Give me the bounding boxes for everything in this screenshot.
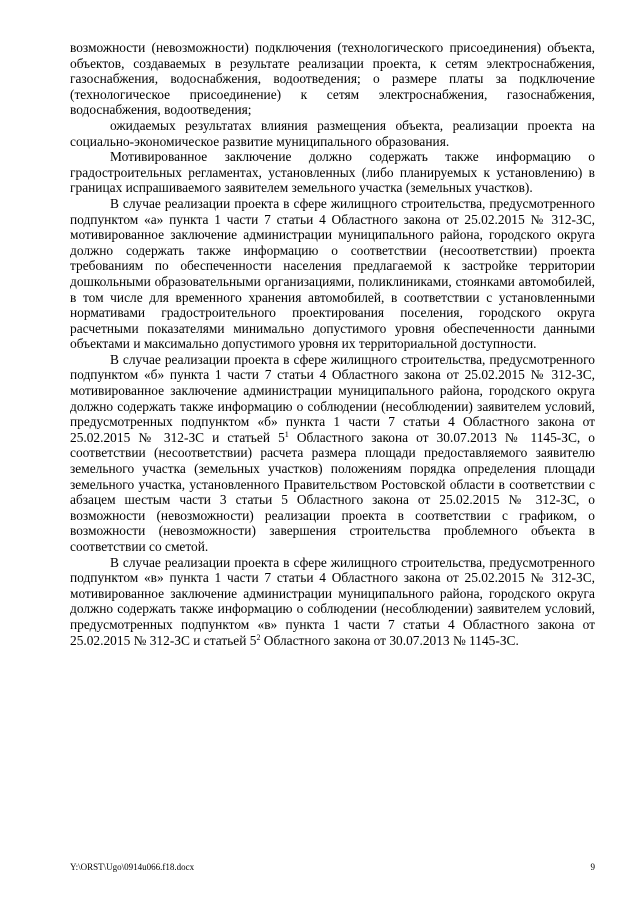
file-path: Y:\ORST\Ugo\0914u066.f18.docx bbox=[70, 862, 195, 872]
paragraph-subclause-v bbox=[70, 555, 595, 649]
paragraph-subclause-b bbox=[70, 352, 595, 555]
paragraph-connection-info: возможности (невозможности) подключения (технологического присоединения) объекта, объектов, создаваемых в результате реализации проекта, к сетям электроснабжения, газоснабжения, водоснабжения, водоотведения; о размере платы за подключение (технологическое присоединение) к сетям электроснабжения, газоснабжения, водоснабжения, водоотведения; bbox=[70, 40, 595, 118]
superscript-2: 2 bbox=[256, 632, 261, 642]
paragraph-subclause-a: В случае реализации проекта в сфере жилищного строительства, предусмотренного подпунктом «а» пункта 1 части 7 статьи 4 Областного закона от 25.02.2015 № 312-ЗС, мотивированное заключение администрации муниципального района, городского округа должно содержать также информацию о соответствии (несоответствии) проекта требованиям по обеспеченности населения предлагаемой к застройке территории дошкольными образовательными организациями, поликлиниками, стоянками автомобилей, в том числе для временного хранения автомобилей, в соответствии с установленными нормативами градостроительного проектирования поселения, городского округа расчетными показателями минимально допустимого уровня обеспеченности данными объектами и максимально допустимого уровня их территориальной доступности. bbox=[70, 195, 595, 352]
paragraph-v-text-end: Областного закона от 30.07.2013 № 1145-ЗС. bbox=[260, 632, 519, 648]
superscript-1: 1 bbox=[284, 429, 289, 439]
paragraph-v-text-start: В случае реализации проекта в сфере жилищного строительства, предусмотренного подпунктом «в» пункта 1 части 7 статьи 4 Областного закона от 25.02.2015 № 312-ЗС, мотивированное заключение администрации муниципального района, городского округа должно содержать также информацию о соблюдении (несоблюдении) заявителем условий, предусмотренных подпунктом «в» пункта 1 части 7 статьи 4 Областного закона от 25.02.2015 № 312-ЗС и статьей 5 bbox=[70, 554, 595, 648]
paragraph-expected-results: ожидаемых результатах влияния размещения объекта, реализации проекта на социально-экономическое развитие муниципального образования. bbox=[70, 117, 595, 149]
paragraph-b-text-end: Областного закона от 30.07.2013 № 1145-ЗС, о соответствии (несоответствии) расчета размера площади предоставляемого заявителю земельного участка (земельных участков) положениям порядка определения площади земельного участка, установленного Правительством Ростовской области в соответствии с абзацем шестым части 3 статьи 5 Областного закона от 25.02.2015 № 312-ЗС, о возможности (невозможности) реализации проекта в соответствии с графиком, о возможности (невозможности) завершения строительства проблемного объекта в соответствии со сметой. bbox=[70, 429, 595, 554]
paragraph-zoning-regulations: Мотивированное заключение должно содержать также информацию о градостроительных регламентах, установленных (либо планируемых к установлению) в границах испрашиваемого заявителем земельного участка (земельных участков). bbox=[70, 149, 595, 196]
page-footer bbox=[70, 862, 595, 876]
page-number: 9 bbox=[590, 862, 595, 872]
paragraph-b-text-start: В случае реализации проекта в сфере жилищного строительства, предусмотренного подпунктом «б» пункта 1 части 7 статьи 4 Областного закона от 25.02.2015 № 312-ЗС, мотивированное заключение администрации муниципального района, городского округа должно содержать также информацию о соблюдении (несоблюдении) заявителем условий, предусмотренных подпунктом «б» пункта 1 части 7 статьи 4 Областного закона от 25.02.2015 № 312-ЗС и статьей 5 bbox=[70, 351, 595, 445]
document-body bbox=[70, 40, 595, 648]
